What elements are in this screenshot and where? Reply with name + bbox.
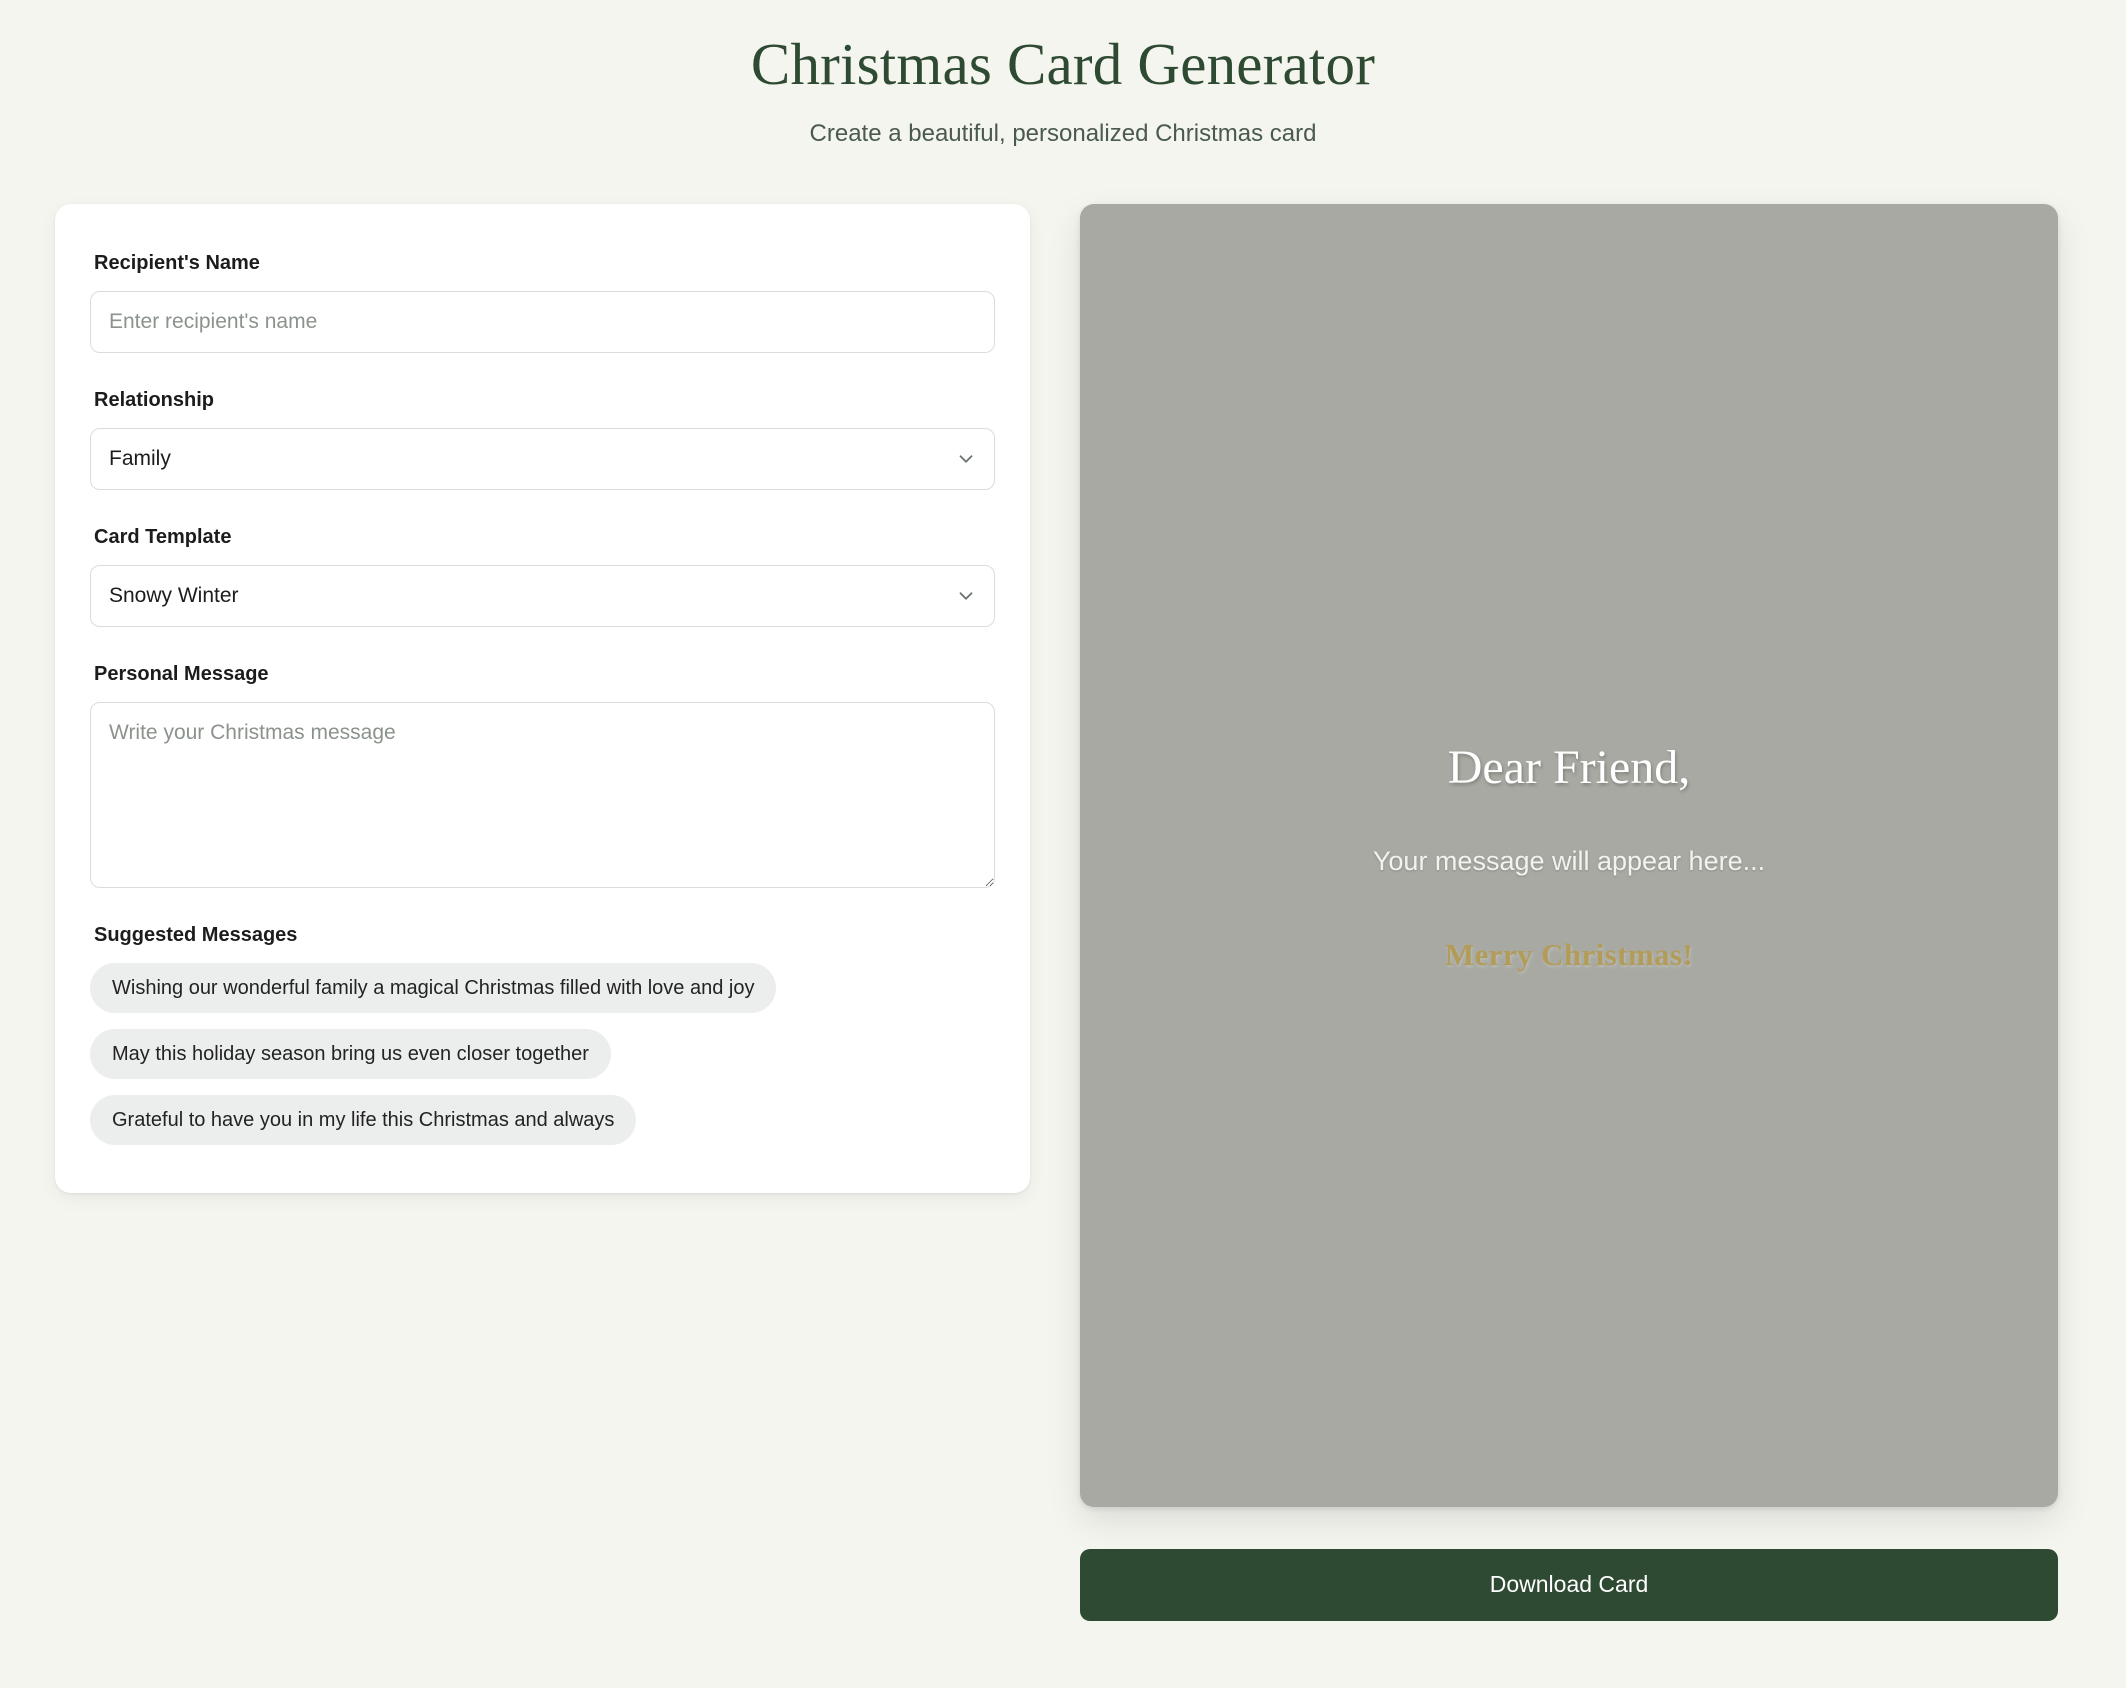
card-message-placeholder: Your message will appear here...: [1372, 845, 1766, 876]
card-preview-panel: [1080, 204, 2058, 1621]
relationship-selected-value: Family: [109, 446, 171, 470]
personal-message-label: Personal Message: [94, 662, 269, 685]
card-template-field: [90, 526, 995, 627]
main-content: [0, 148, 2126, 1621]
card-closing: Merry Christmas!: [1444, 936, 1694, 972]
suggested-message-chip[interactable]: Grateful to have you in my life this Christmas and always: [90, 1095, 636, 1145]
suggested-messages-list: [90, 963, 995, 1145]
download-card-button[interactable]: Download Card: [1080, 1549, 2058, 1621]
card-template-select[interactable]: [90, 565, 995, 627]
card-greeting: Dear Friend,: [1447, 740, 1691, 794]
card-template-select-wrap: [90, 565, 995, 627]
relationship-label: Relationship: [94, 388, 215, 411]
personal-message-textarea[interactable]: [90, 702, 995, 888]
page-title: Christmas Card Generator: [750, 31, 1376, 97]
card-template-label: Card Template: [94, 525, 232, 548]
recipient-name-input[interactable]: [90, 291, 995, 353]
card-preview-text-block: [1080, 740, 2058, 973]
recipient-name-label: Recipient's Name: [94, 251, 260, 274]
suggested-message-chip[interactable]: Wishing our wonderful family a magical Christmas filled with love and joy: [90, 963, 776, 1013]
page-subtitle: Create a beautiful, personalized Christmas card: [809, 119, 1317, 147]
personal-message-field: [90, 663, 995, 888]
relationship-select-wrap: [90, 428, 995, 490]
suggested-messages-section: [90, 924, 995, 1145]
recipient-name-field: [90, 252, 995, 353]
suggested-messages-label: Suggested Messages: [94, 923, 298, 946]
card-preview-canvas: [1080, 204, 2058, 1507]
suggested-message-chip[interactable]: May this holiday season bring us even closer together: [90, 1029, 611, 1079]
relationship-field: [90, 389, 995, 490]
card-form-panel: [55, 204, 1030, 1193]
page-header: [0, 28, 2126, 148]
relationship-select[interactable]: [90, 428, 995, 490]
card-template-selected-value: Snowy Winter: [109, 583, 239, 607]
